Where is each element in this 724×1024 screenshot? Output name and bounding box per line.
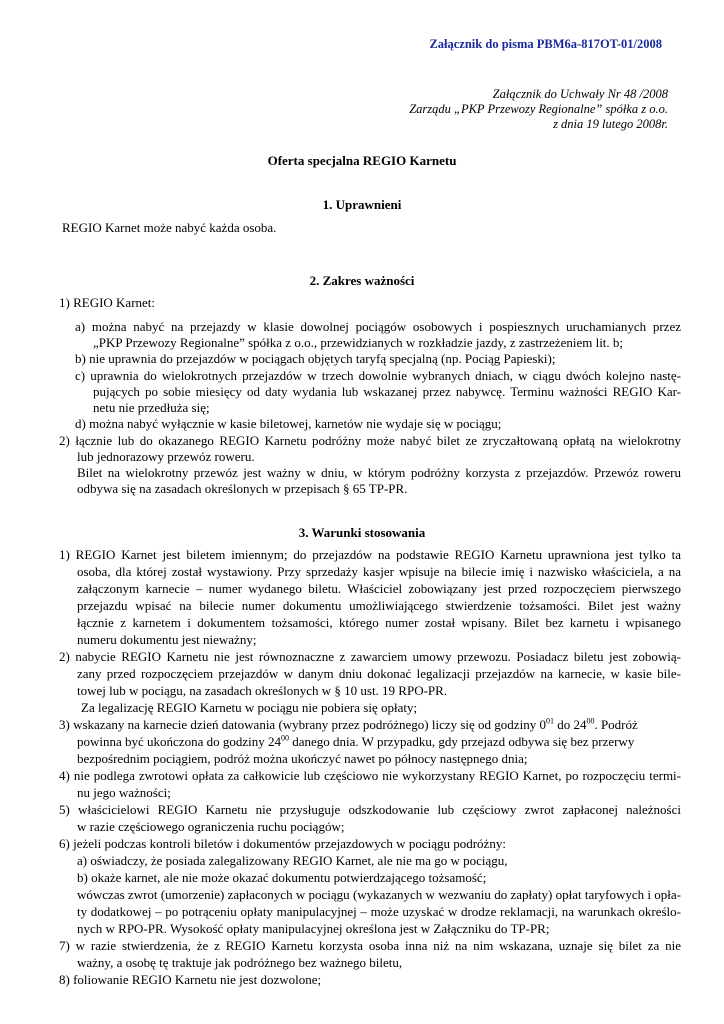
resolution-line: z dnia 19 lutego 2008r. [553, 117, 668, 131]
list-item: 8) foliowanie REGIO Karnetu nie jest dozwolone; [59, 972, 322, 987]
text-line: netu nie przedłuża się; [93, 400, 210, 415]
list-item: 7) w razie stwierdzenia, że z REGIO Karnetu korzysta osoba inna niż na nim wskazana, uznaje się bilet za nie [59, 938, 681, 953]
text-line: osoba, dla której został wystawiony. Przy sprzedaży kasjer wpisuje na bilecie imię i nazwisko właściciela, a na [77, 564, 681, 579]
paragraph: REGIO Karnet może nabyć każda osoba. [62, 220, 277, 235]
text-line: przejazdu wpisać na bilecie numer dokumentu umożliwiającego stwierdzenie tożsamości. Bilet jest ważny [77, 598, 681, 613]
text-line: odbywa się na zasadach określonych w przepisach § 65 TP-PR. [77, 481, 408, 496]
list-item: 5) właścicielowi REGIO Karnetu nie przysługuje odszkodowanie lub częściowy zwrot zapłaconej należności [59, 802, 681, 817]
text-line: zany przed rozpoczęciem przejazdów w danym dniu dokonać legalizacji przejazdów na karnecie, w kasie bile- [77, 666, 681, 681]
list-item: 2) nabycie REGIO Karnetu nie jest równoznaczne z zawarciem umowy przewozu. Posiadacz biletu jest zobowią- [59, 649, 681, 664]
list-item: b) nie uprawnia do przejazdów w pociągach objętych taryfą specjalną (np. Pociąg Papieski); [75, 351, 556, 366]
text-line: ważny, a osobę tę traktuje jak podróżnego bez ważnego biletu, [77, 955, 403, 970]
resolution-line: Zarządu „PKP Przewozy Regionalne” spółka z o.o. [409, 102, 668, 116]
text-line: w razie częściowego ograniczenia ruchu pociągów; [77, 819, 345, 834]
text-line: wówczas zwrot (umorzenie) zapłaconych w pociągu (wykazanych w wezwaniu do zapłaty) opłat taryfowych i opła- [77, 887, 681, 902]
list-item: 1) REGIO Karnet: [59, 295, 156, 310]
resolution-reference [409, 87, 668, 132]
list-item: c) uprawnia do wielokrotnych przejazdów w trzech dowolnie wybranych dniach, w ciągu dwóch kolejno nastę- [75, 368, 681, 383]
section-heading: 2. Zakres ważności [309, 273, 415, 288]
text-line: bezpośrednim pociągiem, podróż można ukończyć nawet po północy następnego dnia; [77, 751, 528, 766]
text-line: Za legalizację REGIO Karnetu w pociągu nie pobiera się opłaty; [81, 700, 418, 715]
list-item: b) okaże karnet, ale nie może okazać dokumentu potwierdzającego tożsamość; [77, 870, 487, 885]
text-line: lub jednorazowy przewóz roweru. [77, 449, 255, 464]
list-item: 1) REGIO Karnet jest biletem imiennym; do przejazdów na podstawie REGIO Karnetu uprawniona jest tylko ta [59, 547, 681, 562]
letter-reference: Załącznik do pisma PBM6a-817OT-01/2008 [429, 37, 662, 51]
section-heading: 3. Warunki stosowania [298, 525, 426, 540]
list-item: 6) jeżeli podczas kontroli biletów i dokumentów przejazdowych w pociągu podróżny: [59, 836, 506, 851]
text-line: nu jego ważności; [77, 785, 171, 800]
document-title: Oferta specjalna REGIO Karnetu [267, 153, 457, 168]
text-line: pujących po sobie miesięcy od daty wydania lub wskazanej przez nabywcę. Terminu ważności REGIO Kar- [93, 384, 681, 399]
list-item: a) oświadczy, że posiada zalegalizowany REGIO Karnet, ale nie ma go w pociągu, [77, 853, 508, 868]
text-line: numeru dokumentu jest nieważny; [77, 632, 257, 647]
text-line: załączonym karnecie – numer wydanego biletu. Właściciel zobowiązany jest przed rozpoczęciem pierwszego [77, 581, 681, 596]
list-item: 2) łącznie lub do okazanego REGIO Karnetu podróżny może nabyć bilet ze zryczałtowaną opłatą na wielokrotny [59, 433, 681, 448]
text-line: nych w RPO-PR. Wysokość opłaty manipulacyjnej określona jest w Załączniku do TP-PR; [77, 921, 550, 936]
resolution-line: Załącznik do Uchwały Nr 48 /2008 [492, 87, 668, 101]
list-item: 3) wskazany na karnecie dzień datowania (wybrany przez podróżnego) liczy się od godziny $0^{01}$ do $24^{00}$. Podróż [59, 716, 638, 732]
list-item: d) można nabyć wyłącznie w kasie biletowej, karnetów nie wydaje się w pociągu; [75, 416, 502, 431]
section-heading: 1. Uprawnieni [322, 197, 402, 212]
list-item: a) można nabyć na przejazdy w klasie dowolnej pociągów osobowych i pospiesznych uruchamianych przez [75, 319, 681, 334]
text-line: ty dodatkowej – po potrąceniu opłaty manipulacyjnej – może uzyskać w drodze reklamacji, na warunkach określo- [77, 904, 681, 919]
text-line: Bilet na wielokrotny przewóz jest ważny w dniu, w którym podróżny korzysta z przejazdów. Przewóz roweru [77, 465, 681, 480]
list-item: 4) nie podlega zwrotowi opłata za całkowicie lub częściowo nie wykorzystany REGIO Karnet, po rozpoczęciu termi- [59, 768, 681, 783]
text-line: łącznie z karnetem i dokumentem tożsamości, którego numer został wpisany. Bilet bez karnetu i wpisanego [77, 615, 681, 630]
text-line: „PKP Przewozy Regionalne” spółka z o.o., przewidzianych w rozkładzie jazdy, z zastrzeżeniem lit. b; [93, 335, 624, 350]
text-line: towej lub w pociągu, na zasadach określonych w § 10 ust. 19 RPO-PR. [77, 683, 448, 698]
text-line: powinna być ukończona do godziny $24^{00}$ danego dnia. W przypadku, gdy przejazd odbywa się bez przerwy [77, 733, 635, 749]
